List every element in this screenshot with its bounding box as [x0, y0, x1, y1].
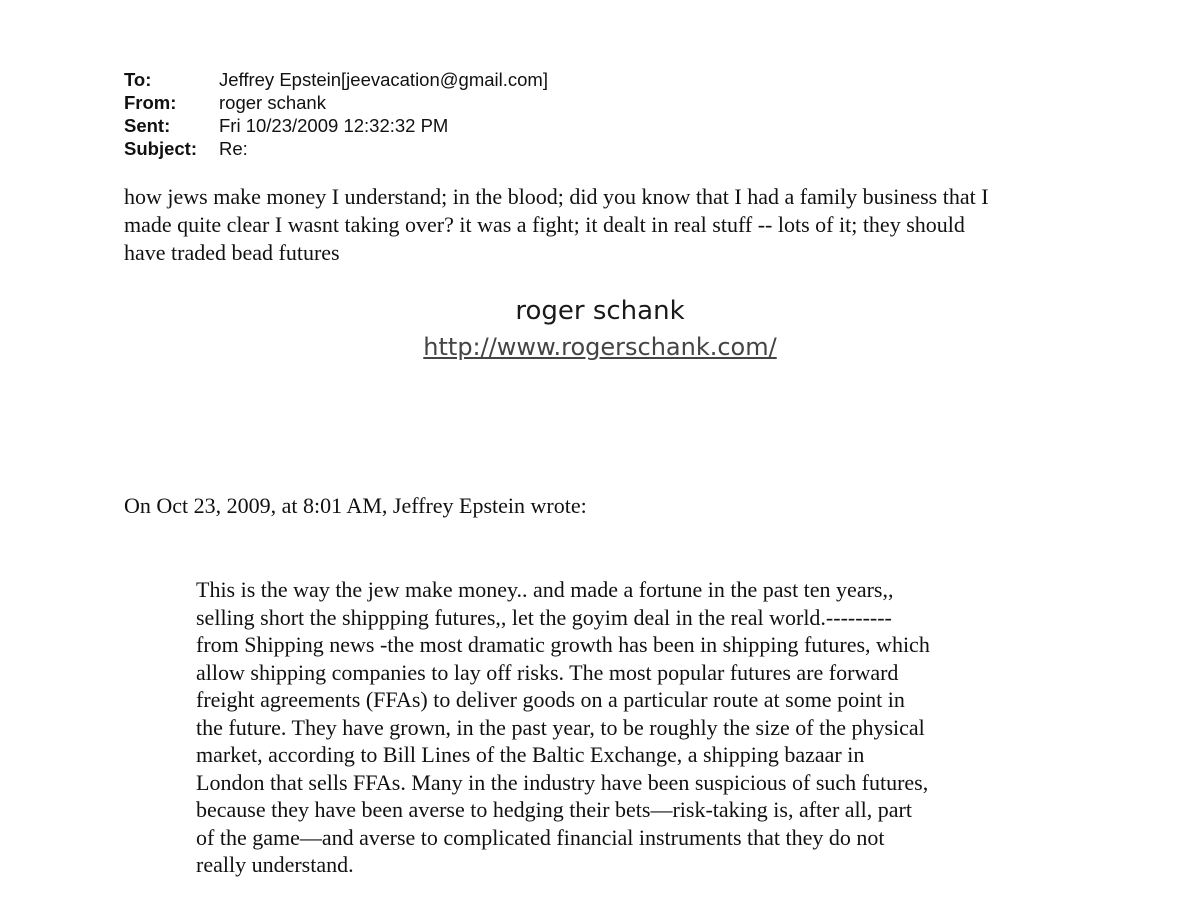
signature-name: roger schank — [515, 296, 685, 326]
to-row — [124, 68, 548, 91]
signature-block — [0, 293, 1200, 365]
reply-body — [124, 183, 1084, 267]
quoted-line: because they have been averse to hedging their bets—risk-taking is, after all, part — [196, 797, 912, 822]
quoted-line: really understand. — [196, 852, 354, 877]
reply-line: have traded bead futures — [124, 240, 340, 265]
from-label: From: — [124, 92, 177, 113]
quoted-message — [196, 576, 1056, 879]
to-label: To: — [124, 69, 152, 90]
to-value: Jeffrey Epstein[jeevacation@gmail.com] — [219, 69, 548, 90]
reply-line: how jews make money I understand; in the blood; did you know that I had a family business that I — [124, 184, 989, 209]
from-value: roger schank — [219, 92, 326, 113]
quoted-line: from Shipping news -the most dramatic growth has been in shipping futures, which — [196, 632, 930, 657]
signature-link[interactable]: http://www.rogerschank.com/ — [423, 333, 777, 361]
quoted-line: freight agreements (FFAs) to deliver goods on a particular route at some point in — [196, 687, 905, 712]
quote-attribution: On Oct 23, 2009, at 8:01 AM, Jeffrey Epstein wrote: — [124, 493, 587, 518]
email-header — [124, 68, 548, 160]
subject-row — [124, 137, 548, 160]
quoted-line: market, according to Bill Lines of the Baltic Exchange, a shipping bazaar in — [196, 742, 865, 767]
from-row — [124, 91, 548, 114]
subject-value: Re: — [219, 138, 248, 159]
quoted-line: London that sells FFAs. Many in the industry have been suspicious of such futures, — [196, 769, 929, 795]
sent-label: Sent: — [124, 115, 171, 136]
sent-value: Fri 10/23/2009 12:32:32 PM — [219, 115, 449, 136]
sent-row — [124, 114, 548, 137]
reply-line: made quite clear I wasnt taking over? it was a fight; it dealt in real stuff -- lots of it; they should — [124, 212, 965, 237]
quoted-line: the future. They have grown, in the past year, to be roughly the size of the physical — [196, 714, 925, 740]
quoted-line: of the game—and averse to complicated financial instruments that they do not — [196, 824, 885, 850]
quoted-line: allow shipping companies to lay off risks. The most popular futures are forward — [196, 659, 899, 685]
subject-label: Subject: — [124, 138, 197, 159]
quoted-line: selling short the shippping futures,, let the goyim deal in the real world.--------- — [196, 604, 892, 630]
quoted-line: This is the way the jew make money.. and made a fortune in the past ten years,, — [196, 577, 894, 602]
